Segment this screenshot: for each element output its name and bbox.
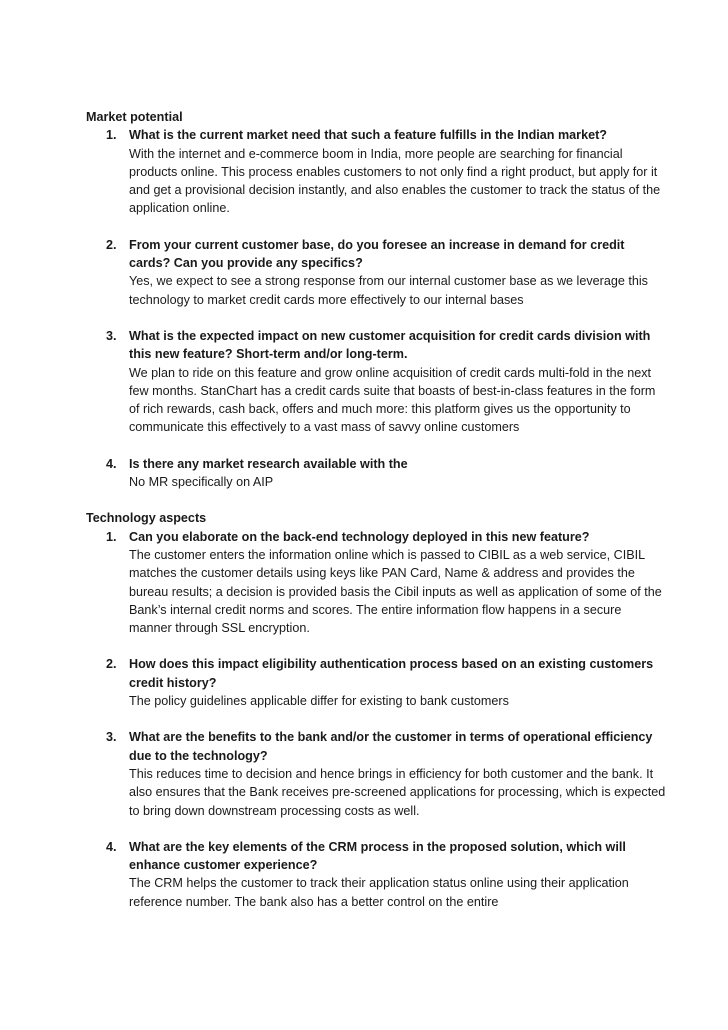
qa-item: [86, 327, 666, 437]
item-number: 4.: [106, 839, 117, 854]
qa-item: [86, 838, 666, 911]
answer-text: With the internet and e-commerce boom in India, more people are searching for financial products online. This process enables customers to not only find a right product, but apply for it and get a provisional decision instantly, and also enables the customer to track the status of the application online.: [129, 146, 661, 216]
question-text: What are the key elements of the CRM process in the proposed solution, which will enhance customer experience?: [129, 839, 626, 873]
answer-text: Yes, we expect to see a strong response from our internal customer base as we leverage this technology to market credit cards more effectively to our internal bases: [129, 274, 648, 307]
answer-text: This reduces time to decision and hence brings in efficiency for both customer and the bank. It also ensures that the Bank receives pre-screened applications for processing, which is expected to bring down downstream processing costs as well.: [129, 766, 666, 818]
item-number: 3.: [106, 328, 117, 343]
question-text: Is there any market research available with the: [129, 456, 408, 471]
qa-item: [86, 455, 666, 492]
document-page: [86, 108, 666, 911]
answer-text: The policy guidelines applicable differ for existing to bank customers: [129, 694, 509, 709]
item-number: 2.: [106, 657, 117, 672]
item-number: 4.: [106, 456, 117, 471]
question-text: How does this impact eligibility authentication process based on an existing customers credit history?: [129, 657, 654, 690]
question-text: From your current customer base, do you foresee an increase in demand for credit cards? Can you provide any specifics?: [129, 237, 625, 271]
item-number: 1.: [106, 529, 117, 544]
qa-item: [86, 126, 666, 217]
item-number: 1.: [106, 128, 117, 143]
question-text: What are the benefits to the bank and/or the customer in terms of operational efficiency due to the technology?: [129, 730, 653, 763]
qa-item: [86, 655, 666, 710]
answer-text: We plan to ride on this feature and grow online acquisition of credit cards multi-fold in the next few months. StanChart has a credit cards suite that boasts of best-in-class features in the form of rich rewards, cash back, offers and much more: this platform gives us the opportunity to communicate this effectively to a vast mass of savvy online customers: [129, 365, 656, 435]
section-heading: Technology aspects: [86, 511, 207, 526]
answer-text: The CRM helps the customer to track their application status online using their application reference number. The bank also has a better control on the entire: [129, 876, 629, 909]
question-text: What is the current market need that such a feature fulfills in the Indian market?: [129, 128, 607, 143]
item-number: 2.: [106, 237, 117, 252]
qa-item: [86, 236, 666, 309]
section-market-potential: [86, 108, 666, 491]
answer-text: The customer enters the information online which is passed to CIBIL as a web service, CIBIL matches the customer details using keys like PAN Card, Name & address and provides the bureau results; a decision is provided basis the Cibil inputs as well as application of some of the Bank’s internal credit norms and scores. The entire information flow happens in a secure manner through SSL encryption.: [129, 547, 662, 636]
question-text: Can you elaborate on the back-end technology deployed in this new feature?: [129, 529, 590, 544]
qa-item: [86, 728, 666, 819]
section-technology-aspects: [86, 509, 666, 911]
item-number: 3.: [106, 730, 117, 745]
qa-item: [86, 528, 666, 638]
question-text: What is the expected impact on new customer acquisition for credit cards division with this new feature? Short-term and/or long-term.: [129, 328, 651, 362]
answer-text: No MR specifically on AIP: [129, 475, 274, 490]
section-heading: Market potential: [86, 110, 183, 124]
